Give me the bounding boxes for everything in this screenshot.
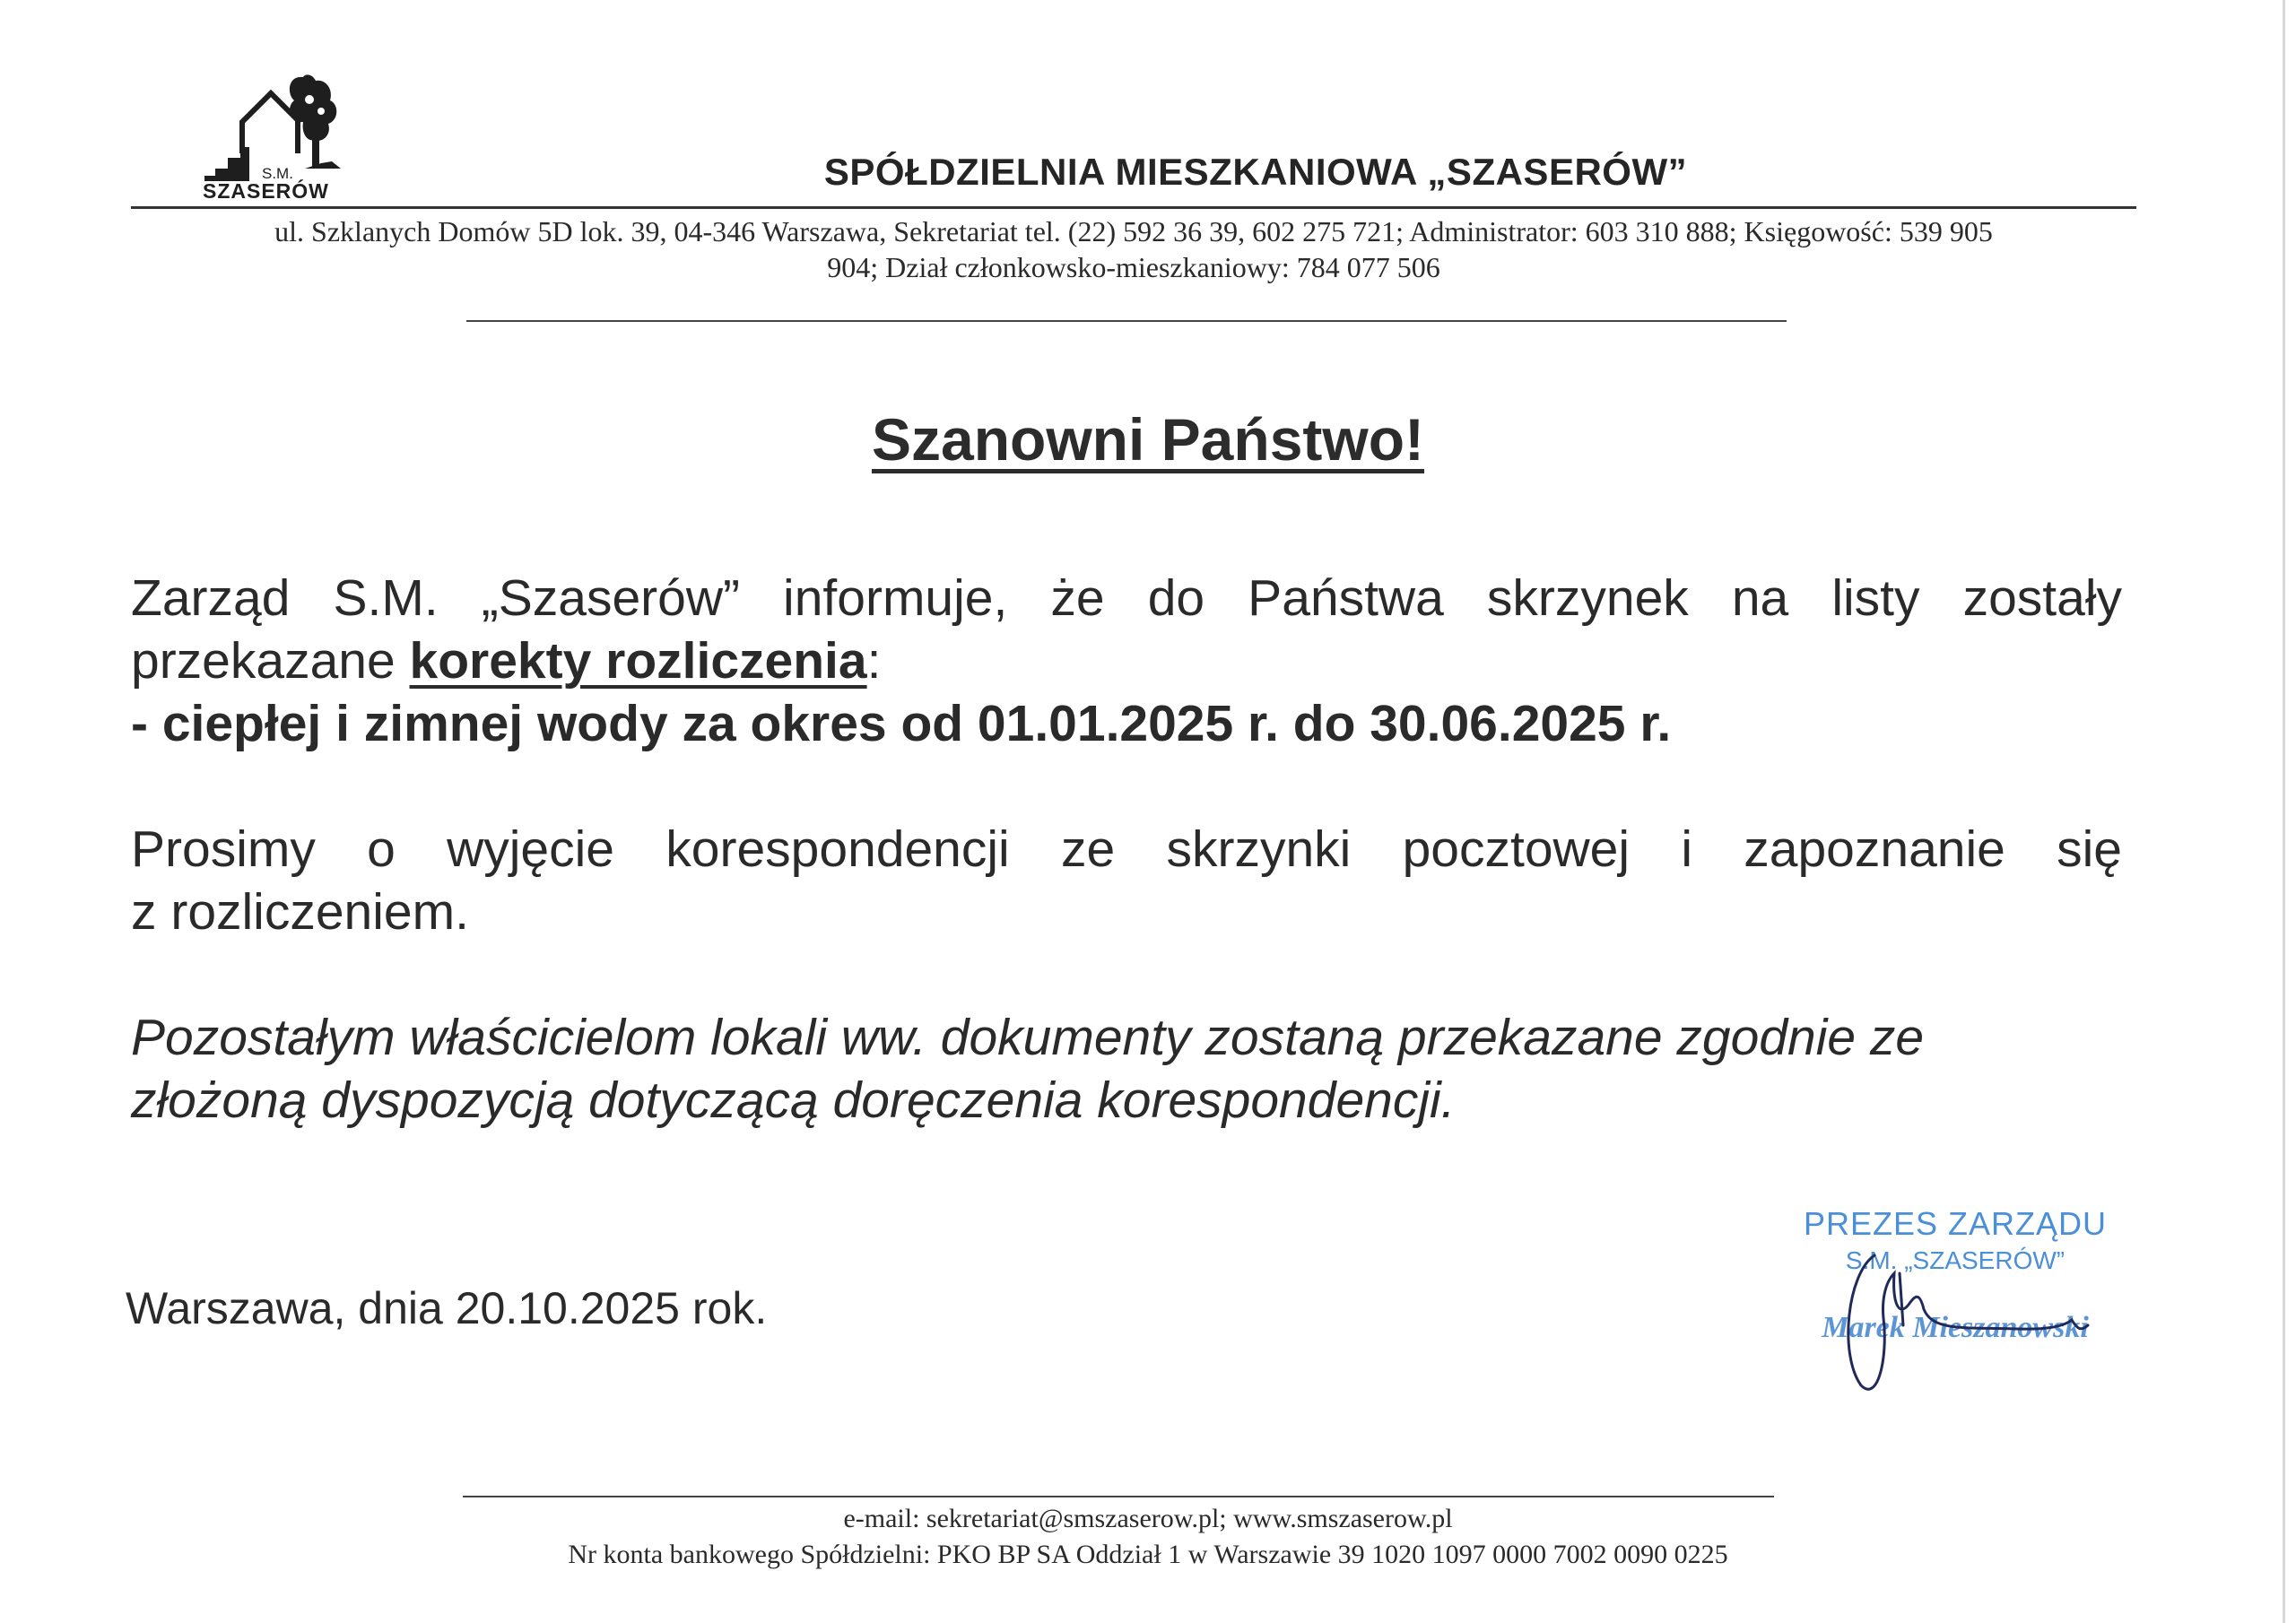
contact-line-2: 904; Dział członkowsko-mieszkaniowy: 784 077 506	[827, 251, 1440, 283]
stamp-person-name: Marek Mieszanowski	[1822, 1311, 2089, 1344]
logo-name-text: SZASERÓW	[203, 179, 329, 203]
footer-bank-account: Nr konta bankowego Spółdzielni: PKO BP SA Oddział 1 w Warszawie 39 1020 1097 0000 7002 0090 0225	[568, 1540, 1728, 1569]
request-line-1: Prosimy o wyjęcie korespondencji ze skrzynki pocztowej i zapoznanie się	[131, 820, 2122, 878]
greeting-heading	[359, 405, 1937, 473]
footer-divider	[463, 1496, 1774, 1497]
announcement-line-2	[131, 629, 2122, 692]
contact-info	[131, 213, 2136, 285]
paragraph-other-owners: Pozostałym właścicielom lokali ww. dokumenty zostaną przekazane zgodnie ze złożoną dyspozycją dotyczącą doręczenia korespondencji.	[131, 1009, 1925, 1129]
document-date: Warszawa, dnia 20.10.2025 rok.	[126, 1283, 768, 1333]
footer-email-web: e-mail: sekretariat@smszaserow.pl; www.smszaserow.pl	[843, 1504, 1453, 1533]
stamp-title: PREZES ZARZĄDU	[1803, 1205, 2108, 1242]
organization-name: SPÓŁDZIELNIA MIESZKANIOWA „SZASERÓW”	[823, 151, 1688, 193]
handwritten-signature-icon	[1812, 1219, 2099, 1399]
corrections-emphasis: korekty rozliczenia	[409, 632, 867, 690]
stamp-organization: S.M. „SZASERÓW”	[1845, 1246, 2066, 1274]
footer	[359, 1501, 1937, 1573]
header-divider	[131, 206, 2136, 209]
announcement-prefix: przekazane	[131, 632, 410, 690]
scan-edge-line	[2283, 0, 2285, 1623]
greeting-text: Szanowni Państwo!	[871, 406, 1425, 473]
water-period-line: - ciepłej i zimnej wody za okres od 01.01.2025 r. do 30.06.2025 r.	[131, 695, 1672, 752]
contact-divider	[466, 320, 1787, 322]
announcement-colon: :	[866, 632, 882, 690]
request-line-2: z rozliczeniem.	[131, 883, 469, 941]
contact-line-1: ul. Szklanych Domów 5D lok. 39, 04-346 Warszawa, Sekretariat tel. (22) 592 36 39, 602 275 721; Administrator: 603 310 888; Księgowość: 539 905	[274, 215, 1993, 247]
announcement-line-1: Zarząd S.M. „Szaserów” informuje, że do Państwa skrzynek na listy zostały	[131, 569, 2122, 627]
logo-small-text: S.M.	[262, 165, 293, 182]
paragraph-request	[131, 818, 2122, 943]
paragraph-announcement	[131, 567, 2122, 755]
